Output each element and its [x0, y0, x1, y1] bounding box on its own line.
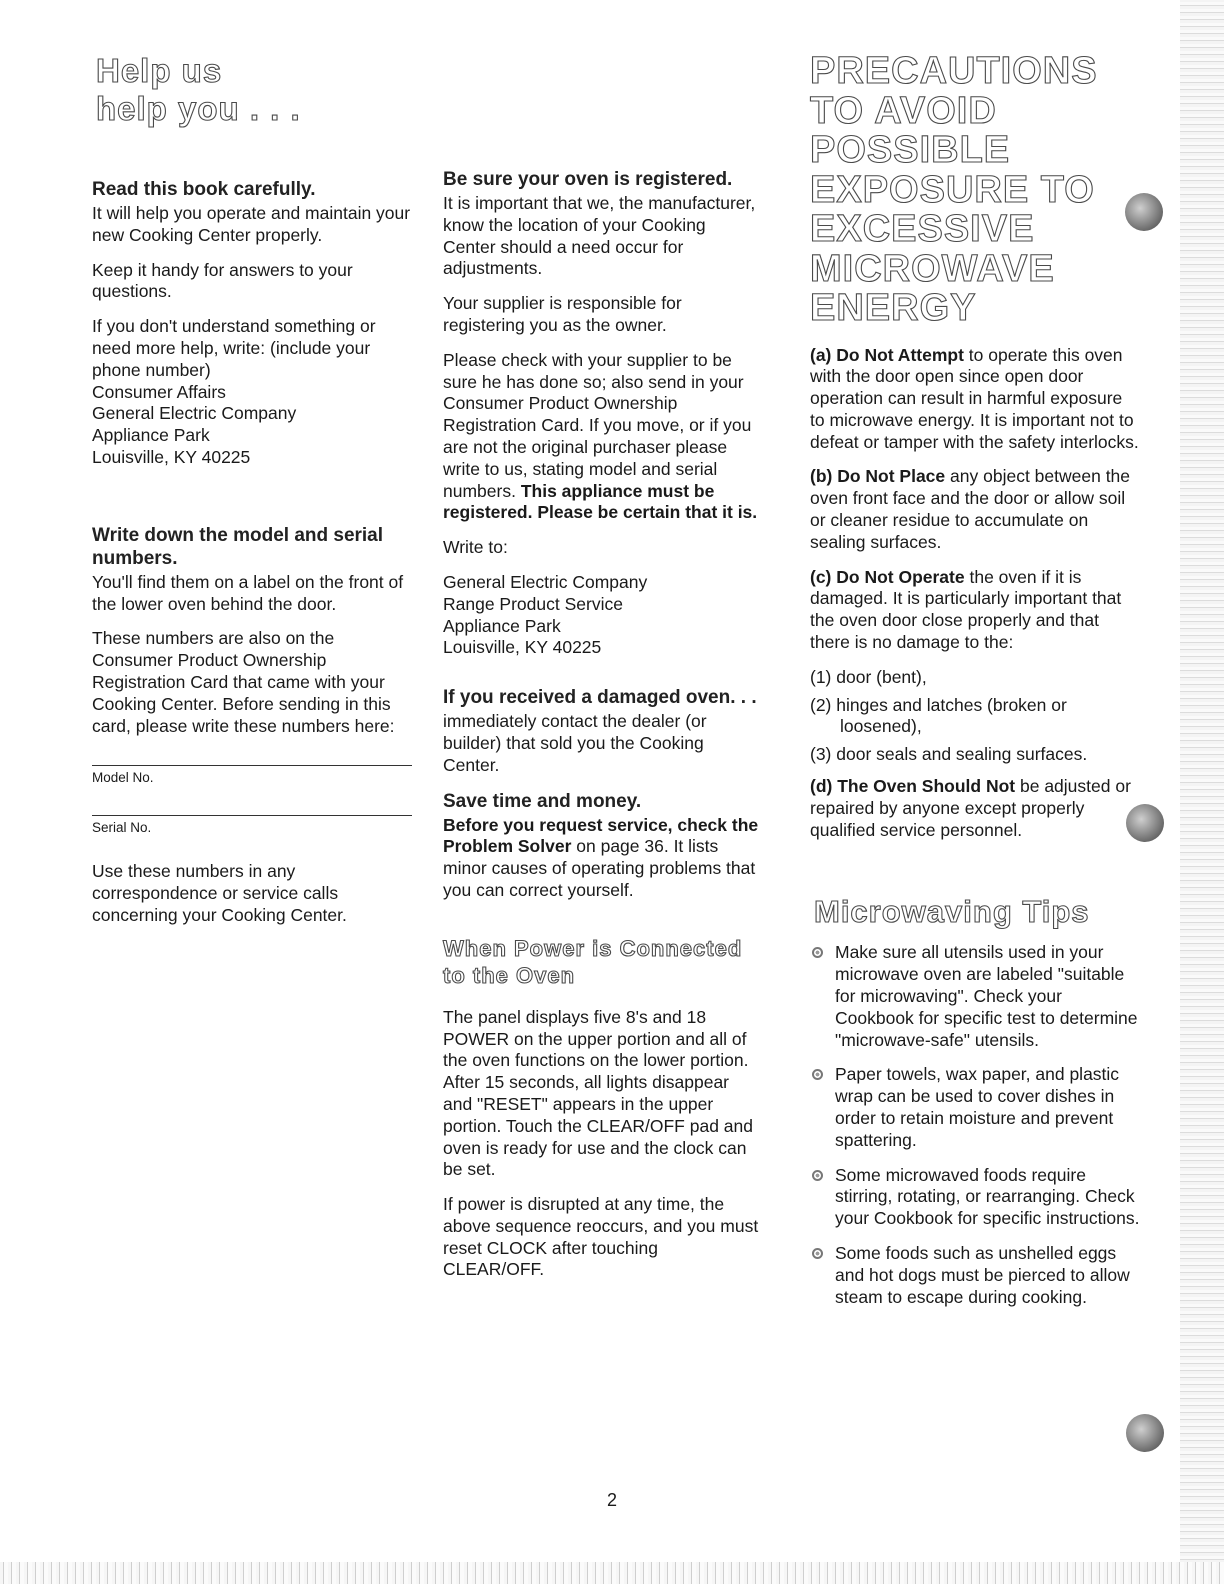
- write-paragraph-1: You'll find them on a label on the front of the lower oven behind the door.: [92, 571, 404, 614]
- damage-item-1: (1) door (bent),: [810, 666, 927, 687]
- tip-text: Some microwaved foods require stirring, rotating, or rearranging. Check your Cookbook for specific instructions.: [835, 1164, 1140, 1229]
- precaution-a-label: (a) Do Not Attempt: [810, 344, 964, 365]
- tip-text: Make sure all utensils used in your microwave oven are labeled "suitable for microwaving". Check your Cookbook for specific test to determine "microwave-safe" utensils.: [835, 942, 1138, 1050]
- bullet-icon: [812, 1170, 823, 1181]
- precaution-b-label: (b) Do Not Place: [810, 466, 946, 487]
- middle-column: [443, 168, 763, 1294]
- precaution-d: [810, 776, 1140, 841]
- read-paragraph-3: If you don't understand something or need more help, write: (include your phone number): [92, 316, 376, 380]
- save-time-text: on page 36. It lists minor causes of operating problems that you can correct yourself.: [443, 836, 756, 900]
- bullet-icon: [812, 947, 823, 958]
- precaution-a: [810, 345, 1140, 454]
- power-connected-heading: [443, 935, 763, 989]
- tip-item: [810, 1064, 1140, 1151]
- precaution-d-label: (d) The Oven Should Not: [810, 776, 1016, 797]
- address-line: Appliance Park: [443, 615, 561, 636]
- precaution-c: [810, 567, 1140, 654]
- write-to-label: Write to:: [443, 537, 508, 558]
- damage-item-2-line-2: loosened),: [840, 716, 922, 737]
- bullet-icon: [812, 1069, 823, 1080]
- punch-hole-icon: [1126, 804, 1164, 842]
- punch-hole-icon: [1126, 1414, 1164, 1452]
- damaged-oven-heading: If you received a damaged oven. . .: [443, 687, 757, 709]
- power-paragraph-2: If power is disrupted at any time, the above sequence reoccurs, and you must reset CLOCK after touching CLEAR/OFF.: [443, 1194, 759, 1280]
- precautions-line: EXPOSURE TO: [810, 168, 1095, 211]
- precaution-b-text: any object between the oven front face and the door or allow soil or cleaner residue to accumulate on sealing surfaces.: [810, 466, 1131, 552]
- precaution-c-label: (c) Do Not Operate: [810, 566, 965, 587]
- damage-item-2: [810, 695, 1140, 739]
- power-heading-line-1: When Power is Connected: [443, 935, 743, 961]
- serial-number-field[interactable]: Serial No.: [92, 815, 412, 835]
- precautions-line: MICROWAVE: [810, 247, 1055, 290]
- binder-edge: [1180, 0, 1224, 1584]
- microwaving-tips-heading: Microwaving Tips: [814, 894, 1090, 930]
- address-line: Appliance Park: [92, 425, 210, 446]
- help-us-title: [96, 52, 412, 128]
- registered-paragraph-1: It is important that we, the manufacturer, know the location of your Cooking Center should a need occur for adjustments.: [443, 193, 756, 279]
- precaution-b: [810, 466, 1140, 553]
- read-paragraph-1: It will help you operate and maintain your new Cooking Center properly.: [92, 203, 411, 245]
- tip-item: [810, 1165, 1140, 1230]
- address-line: Consumer Affairs: [92, 381, 226, 402]
- precaution-a-text: to operate this oven with the door open since open door operation can result in harmful exposure to microwave energy. It is important not to defeat or tamper with the safety interlocks.: [810, 344, 1139, 452]
- registered-paragraph-3: [443, 350, 763, 524]
- address-line: Louisville, KY 40225: [443, 637, 602, 658]
- power-heading-line-2: to the Oven: [443, 962, 576, 988]
- tip-text: Some foods such as unshelled eggs and hot dogs must be pierced to allow steam to escape during cooking.: [835, 1243, 1130, 1307]
- write-paragraph-2: These numbers are also on the Consumer Product Ownership Registration Card that came with your Cooking Center. Before sending in this card, please write these numbers here:: [92, 628, 395, 736]
- precautions-line: EXCESSIVE: [810, 208, 1035, 250]
- damaged-oven-paragraph: immediately contact the dealer (or builder) that sold you the Cooking Center.: [443, 711, 707, 775]
- tip-item: [810, 942, 1140, 1051]
- title-line-2: help you . . .: [96, 90, 301, 127]
- tip-item: [810, 1243, 1140, 1308]
- model-number-field[interactable]: Model No.: [92, 765, 412, 785]
- registered-heading: Be sure your oven is registered.: [443, 169, 733, 190]
- registered-paragraph-2: Your supplier is responsible for registering you as the owner.: [443, 293, 682, 335]
- title-line-1: Help us: [96, 52, 223, 89]
- read-paragraph-2: Keep it handy for answers to your questions.: [92, 259, 353, 302]
- bullet-icon: [812, 1248, 823, 1259]
- precautions-title: [810, 52, 1140, 329]
- left-column: [92, 52, 412, 940]
- address-line: Louisville, KY 40225: [92, 446, 251, 467]
- precautions-line: POSSIBLE: [810, 129, 1011, 171]
- address-line: General Electric Company: [443, 571, 648, 592]
- address-line: General Electric Company: [92, 403, 297, 424]
- save-time-paragraph: [443, 815, 763, 902]
- problem-solver-reference: Before you request service, check the Problem Solver: [443, 814, 759, 857]
- punch-hole-icon: [1125, 193, 1163, 231]
- precautions-line: ENERGY: [810, 287, 977, 329]
- power-paragraph-1: The panel displays five 8's and 18 POWER on the upper portion and all of the oven functions on the lower portion. After 15 seconds, all lights disappear and "RESET" appears in the upper portion. Touch the CLEAR/OFF pad and oven is ready for use and the clock can be set.: [443, 1006, 753, 1180]
- registered-text: Please check with your supplier to be sure he has done so; also send in your Consumer Product Ownership Registration Card. If you move, or if you are not the original purchaser please write to us, stating model and serial numbers.: [443, 349, 752, 501]
- read-heading: Read this book carefully.: [92, 179, 316, 200]
- tip-text: Paper towels, wax paper, and plastic wrap can be used to cover dishes in order to retain moisture and prevent spattering.: [835, 1064, 1120, 1150]
- consumer-affairs-address: [92, 382, 412, 469]
- precaution-c-text: the oven if it is damaged. It is particularly important that the oven door close properly and that there is no damage to the:: [810, 566, 1122, 653]
- address-line: Range Product Service: [443, 593, 623, 614]
- scan-bottom-edge: [0, 1562, 1224, 1584]
- damage-item-2-line-1: (2) hinges and latches (broken or: [810, 694, 1067, 715]
- use-numbers-paragraph: Use these numbers in any correspondence or service calls concerning your Cooking Center.: [92, 861, 347, 925]
- page-number: 2: [606, 1490, 617, 1510]
- precautions-line: PRECAUTIONS: [810, 50, 1098, 92]
- damage-item-3: (3) door seals and sealing surfaces.: [810, 744, 1088, 765]
- range-service-address: [443, 572, 763, 659]
- write-down-heading: Write down the model and serial numbers.: [92, 524, 384, 569]
- right-column: [810, 52, 1140, 1321]
- save-time-heading: Save time and money.: [443, 790, 642, 812]
- precaution-d-text: be adjusted or repaired by anyone except properly qualified service personnel.: [810, 776, 1131, 840]
- precautions-line: TO AVOID: [810, 89, 997, 132]
- must-register-notice: This appliance must be registered. Please be certain that it is.: [443, 480, 758, 523]
